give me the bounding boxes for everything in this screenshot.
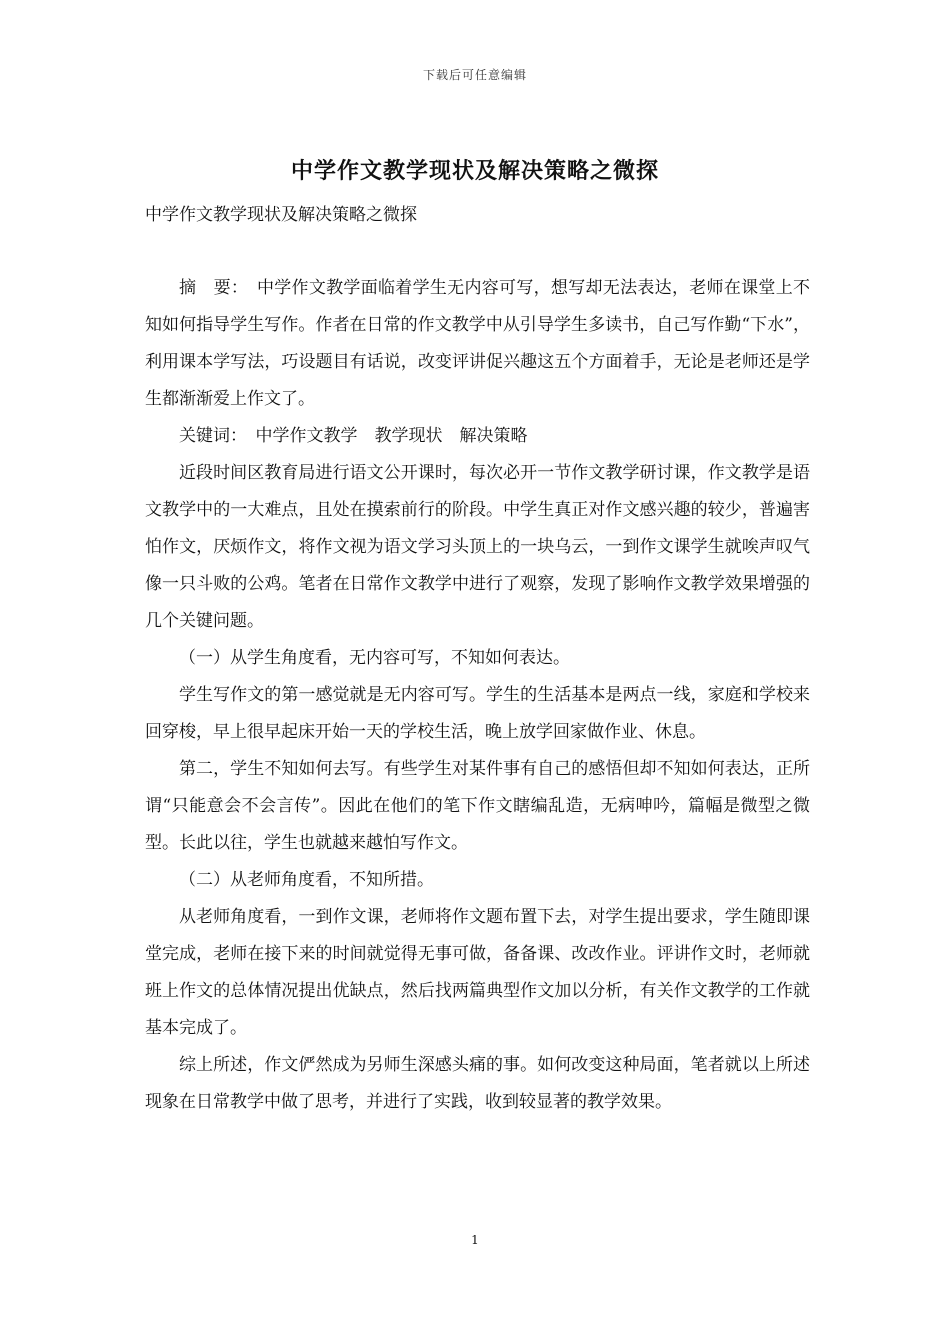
body-paragraph: 综上所述，作文俨然成为另师生深感头痛的事。如何改变这种局面，笔者就以上所述现象在日常教学中做了思考，并进行了实践，收到较显著的教学效果。 (145, 1055, 810, 1112)
page-number: 1 (471, 1233, 479, 1247)
article-body (145, 270, 810, 1121)
abstract-paragraph: 摘 要： 中学作文教学面临着学生无内容可写，想写却无法表达，老师在课堂上不知如何指导学生写作。作者在日常的作文教学中从引导学生多读书，自己写作勤“下水”，利用课本学写法，巧设题目有话说，改变评讲促兴趣这五个方面着手，无论是老师还是学生都渐渐爱上作文了。 (145, 278, 810, 409)
body-paragraph: 学生写作文的第一感觉就是无内容可写。学生的生活基本是两点一线，家庭和学校来回穿梭，早上很早起床开始一天的学校生活，晚上放学回家做作业、休息。 (145, 685, 810, 742)
section-heading: （一）从学生角度看，无内容可写，不知如何表达。 (179, 648, 570, 668)
body-paragraph: 从老师角度看，一到作文课，老师将作文题布置下去，对学生提出要求，学生随即课堂完成，老师在接下来的时间就觉得无事可做，备备课、改改作业。评讲作文时，老师就班上作文的总体情况提出优缺点，然后找两篇典型作文加以分析，有关作文教学的工作就基本完成了。 (145, 907, 810, 1038)
subtitle: 中学作文教学现状及解决策略之微探 (145, 205, 417, 225)
page-header-note: 下载后可任意编辑 (422, 68, 527, 82)
section-heading: （二）从老师角度看，不知所措。 (179, 870, 434, 890)
body-paragraph: 第二，学生不知如何去写。有些学生对某件事有自己的感悟但却不知如何表达，正所谓“只能意会不会言传”。因此在他们的笔下作文瞎编乱造，无病呻吟，篇幅是微型之微型。长此以往，学生也就越来越怕写作文。 (145, 759, 810, 853)
keywords-paragraph: 关键词： 中学作文教学 教学现状 解决策略 (179, 426, 528, 446)
page-title: 中学作文教学现状及解决策略之微探 (290, 158, 659, 184)
body-paragraph: 近段时间区教育局进行语文公开课时，每次必开一节作文教学研讨课，作文教学是语文教学中的一大难点，且处在摸索前行的阶段。中学生真正对作文感兴趣的较少，普遍害怕作文，厌烦作文，将作文视为语文学习头顶上的一块乌云，一到作文课学生就唉声叹气像一只斗败的公鸡。笔者在日常作文教学中进行了观察，发现了影响作文教学效果增强的几个关键问题。 (145, 463, 810, 631)
